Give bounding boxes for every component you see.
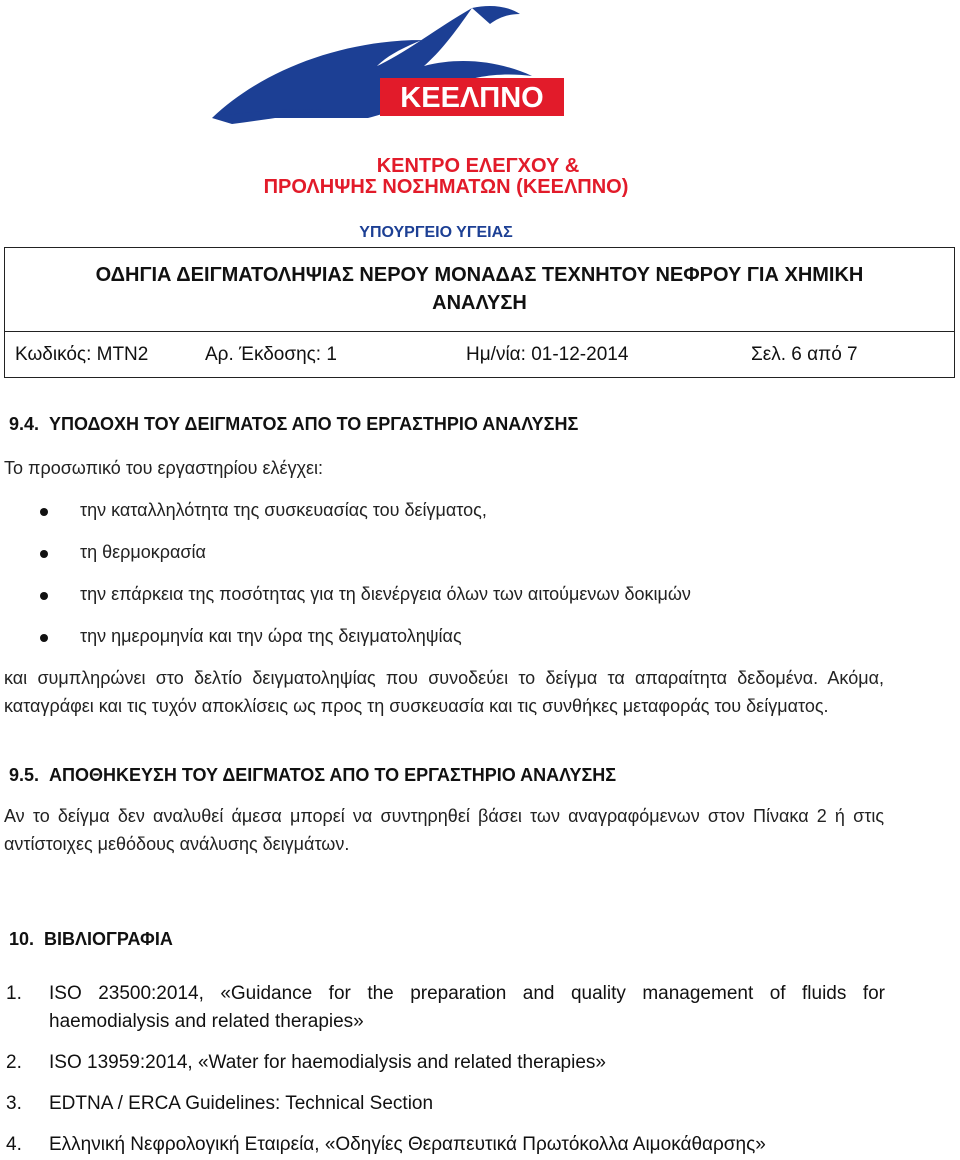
document-edition: Αρ. Έκδοσης: 1 [205,344,337,365]
section-9-4-heading [9,414,578,435]
bullet-icon [40,508,48,516]
section-9-4-paragraph: και συμπληρώνει στο δελτίο δειγματοληψίας που συνοδεύει το δείγμα τα απαραίτητα δεδομένα. Ακόμα, καταγράφει και τις τυχόν αποκλίσεις ως προς τη συσκευασία και τις συνθήκες μεταφοράς του δείγματος. [4,668,884,716]
section-title: ΒΙΒΛΙΟΓΡΑΦΙΑ [44,929,173,949]
logo-line3: ΥΠΟΥΡΓΕΙΟ ΥΓΕΙΑΣ [359,224,513,241]
logo-line1: ΚΕΝΤΡΟ ΕΛΕΓΧΟΥ & [376,155,580,177]
reference-item: 1. ISO 23500:2014, «Guidance for the preparation and quality management of fluids for haemodialysis and related therapies» [6,983,885,1032]
keelpno-logo [172,0,714,245]
document-title [5,261,954,317]
document-date: Ημ/νία: 01-12-2014 [466,344,629,365]
section-number: 9.5. [9,765,40,785]
section-9-4-intro: Το προσωπικό του εργαστηρίου ελέγχει: [4,458,324,478]
document-header [4,247,955,378]
section-title: ΥΠΟΔΟΧΗ ΤΟΥ ΔΕΙΓΜΑΤΟΣ ΑΠΟ ΤΟ ΕΡΓΑΣΤΗΡΙΟ ΑΝΑΛΥΣΗΣ [49,414,579,434]
section-title: ΑΠΟΘΗΚΕΥΣΗ ΤΟΥ ΔΕΙΓΜΑΤΟΣ ΑΠΟ ΤΟ ΕΡΓΑΣΤΗΡΙΟ ΑΝΑΛΥΣΗΣ [49,765,617,785]
bullet-icon [40,634,48,642]
section-number: 10. [9,929,35,949]
section-9-5-heading [9,765,616,786]
bullet-icon [40,592,48,600]
logo-brand: ΚΕΕΛΠΝΟ [400,82,544,114]
bullet-icon [40,550,48,558]
document-page: Σελ. 6 από 7 [751,344,858,365]
section-number: 9.4. [9,414,40,434]
section-9-5-paragraph: Αν το δείγμα δεν αναλυθεί άμεσα μπορεί να συντηρηθεί βάσει των αναγραφόμενων στον Πίνακα 2 ή στις αντίστοιχες μεθόδους ανάλυσης δειγμάτων. [4,806,884,854]
document-title-line2: ΑΝΑΛΥΣΗ [432,292,527,314]
header-divider [5,331,954,332]
section-10-heading [9,929,173,950]
document-title-line1: ΟΔΗΓΙΑ ΔΕΙΓΜΑΤΟΛΗΨΙΑΣ ΝΕΡΟΥ ΜΟΝΑΔΑΣ ΤΕΧΝΗΤΟΥ ΝΕΦΡΟΥ ΓΙΑ ΧΗΜΙΚΗ [95,264,864,286]
document-code: Κωδικός: ΜΤΝ2 [15,344,149,365]
logo-line2: ΠΡΟΛΗΨΗΣ ΝΟΣΗΜΑΤΩΝ (ΚΕΕΛΠΝΟ) [263,176,629,198]
keelpno-logo-graphic [172,0,714,245]
